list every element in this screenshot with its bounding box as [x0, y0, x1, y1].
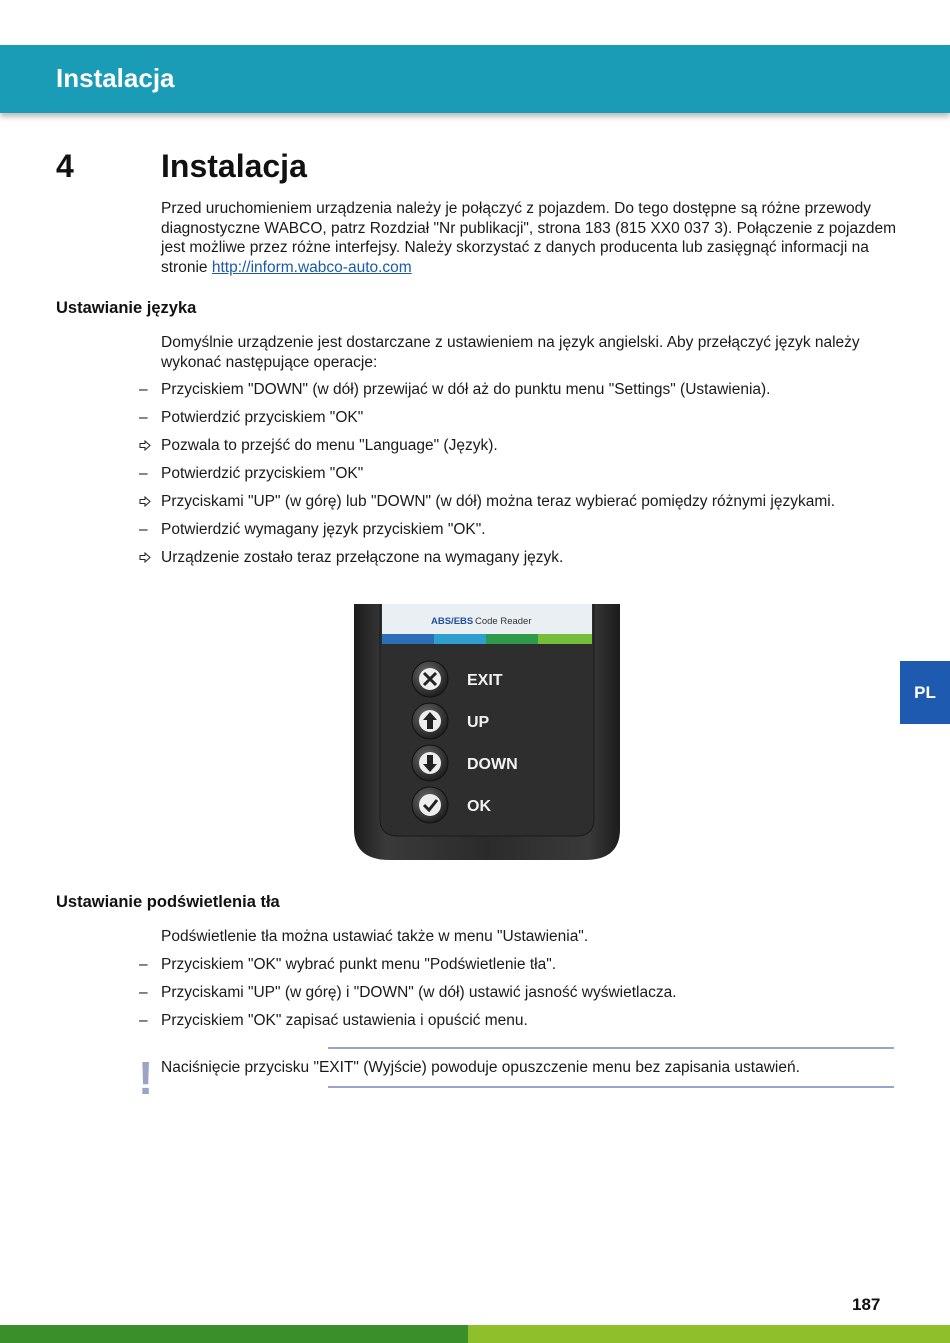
inform-link[interactable]: http://inform.wabco-auto.com [211, 258, 412, 276]
note-bottom-rule [328, 1086, 894, 1088]
device-label-brand: ABS/EBS [431, 616, 474, 627]
list-item-text: Przyciskiem "OK" zapisać ustawienia i opuścić menu. [161, 1012, 528, 1029]
dash-marker: – [139, 409, 148, 426]
list-item-text: Przyciskami "UP" (w górę) lub "DOWN" (w dół) można teraz wybierać pomiędzy różnymi językami. [161, 493, 836, 510]
dash-marker: – [139, 521, 148, 538]
list-item-text: Urządzenie zostało teraz przełączone na wymagany język. [161, 549, 564, 566]
language-side-tab: PL [900, 661, 950, 724]
note-top-rule [328, 1047, 894, 1049]
up-label: UP [467, 714, 490, 731]
dash-marker: – [139, 984, 148, 1001]
dash-marker: – [139, 1012, 148, 1029]
backlight-heading: Ustawianie podświetlenia tła [56, 893, 280, 911]
dash-marker: – [139, 465, 148, 482]
exclamation-icon: ! [138, 1052, 154, 1104]
language-heading: Ustawianie języka [56, 299, 197, 317]
footer-bar-light [468, 1325, 950, 1343]
backlight-intro: Podświetlenie tła można ustawiać także w menu "Ustawienia". [161, 928, 589, 945]
down-label: DOWN [467, 756, 518, 773]
language-intro: Domyślnie urządzenie jest dostarczane z ustawieniem na język angielski. Aby przełączyć język należy wykonać następujące operacje: [161, 334, 860, 371]
list-item-text: Potwierdzić przyciskiem "OK" [161, 465, 364, 482]
list-item-text: Pozwala to przejść do menu "Language" (Język). [161, 437, 498, 454]
code-reader-device-photo [350, 604, 624, 862]
exit-label: EXIT [467, 672, 503, 689]
header-title: Instalacja [56, 63, 175, 93]
list-item-text: Przyciskami "UP" (w górę) i "DOWN" (w dół) ustawić jasność wyświetlacza. [161, 984, 677, 1001]
result-arrow-icon [139, 548, 157, 563]
list-item-text: Przyciskiem "OK" wybrać punkt menu "Podświetlenie tła". [161, 956, 557, 973]
intro-paragraph [161, 199, 901, 277]
list-item-text: Potwierdzić przyciskiem "OK" [161, 409, 364, 426]
result-arrow-icon [139, 492, 157, 507]
intro-text: Przed uruchomieniem urządzenia należy je połączyć z pojazdem. Do tego dostępne są różne przewody diagnostyczne WABCO, patrz Rozdział "Nr publikacji", strona 183 (815 XX0 037 3). Połączenie z pojazdem jest możliwe przez różne interfejsy. Należy skorzystać z danych producenta lub zasięgnąć informacji na stronie [161, 200, 896, 276]
dash-marker: – [139, 956, 148, 973]
list-item-text: Potwierdzić wymagany język przyciskiem "OK". [161, 521, 486, 538]
list-item-text: Przyciskiem "DOWN" (w dół) przewijać w dół aż do punktu menu "Settings" (Ustawienia). [161, 381, 771, 398]
note-text: Naciśnięcie przycisku "EXIT" (Wyjście) powoduje opuszczenie menu bez zapisania ustawień. [161, 1059, 800, 1076]
ok-label: OK [467, 798, 491, 815]
device-label-name: Code Reader [475, 616, 532, 627]
footer-bar-dark [0, 1325, 468, 1343]
dash-marker: – [139, 381, 148, 398]
page-number: 187 [852, 1295, 881, 1314]
result-arrow-icon [139, 436, 157, 451]
chapter-number: 4 [56, 148, 74, 184]
chapter-title: Instalacja [161, 148, 307, 184]
header-bar [0, 45, 950, 113]
